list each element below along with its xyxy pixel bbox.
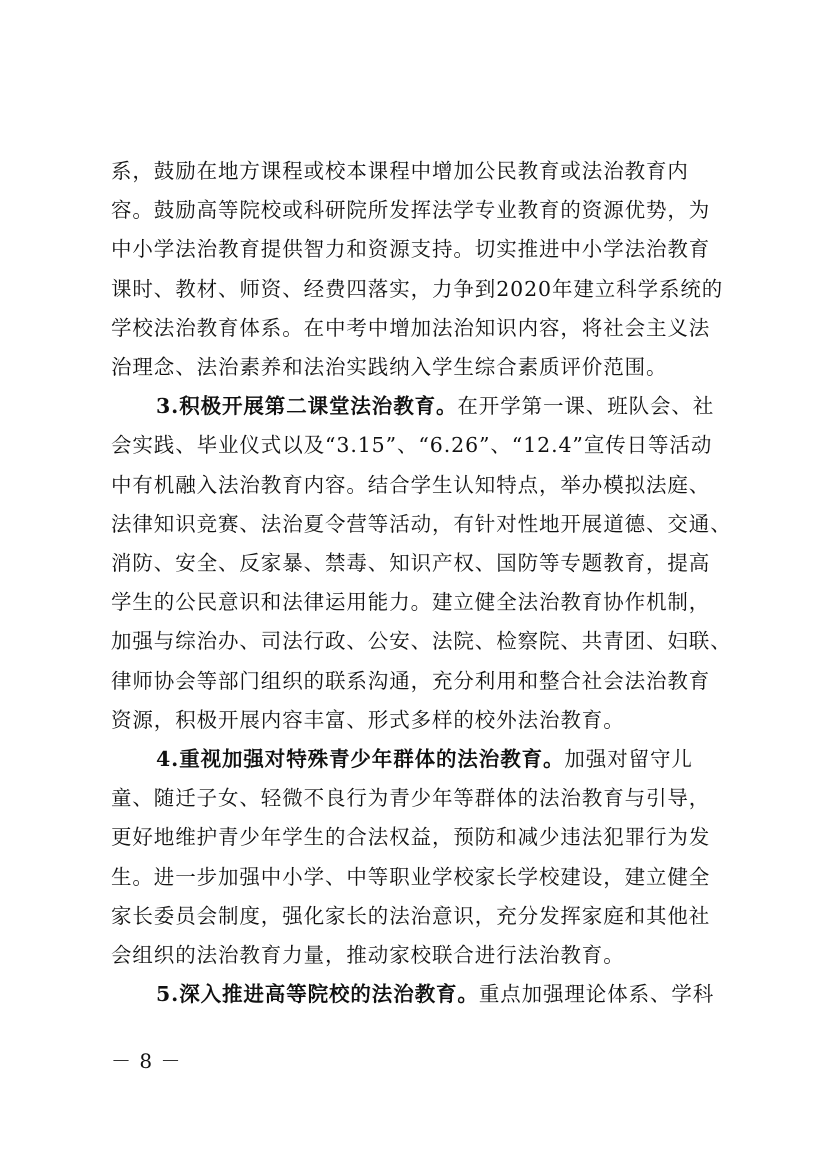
body-line: 童、随迁子女、轻微不良行为青少年等群体的法治教育与引导，: [111, 786, 711, 810]
body-line: 学生的公民意识和法律运用能力。建立健全法治教育协作机制，: [111, 590, 711, 614]
section-3-text: 在开学第一课、班队会、社: [457, 394, 715, 418]
body-line: 更好地维护青少年学生的合法权益，预防和减少违法犯罪行为发: [111, 825, 711, 849]
page-number: － 8 －: [111, 1049, 182, 1073]
section-3-first-line: [156, 393, 714, 419]
body-line: 律师协会等部门组织的联系沟通，充分利用和整合社会法治教育: [111, 669, 711, 693]
body-line: 会组织的法治教育力量，推动家校联合进行法治教育。: [111, 943, 625, 967]
body-line: 消防、安全、反家暴、禁毒、知识产权、国防等专题教育，提高: [111, 551, 711, 575]
section-4-heading: 4.重视加强对特殊青少年群体的法治教育。: [156, 747, 565, 771]
body-line: 法律知识竞赛、法治夏令营等活动，有针对性地开展道德、交通、: [111, 512, 732, 536]
body-line: 生。进一步加强中小学、中等职业学校家长学校建设，建立健全: [111, 865, 711, 889]
body-line: 治理念、法治素养和法治实践纳入学生综合素质评价范围。: [111, 355, 668, 379]
body-line: 加强与综治办、司法行政、公安、法院、检察院、共青团、妇联、: [111, 629, 732, 653]
body-line: 容。鼓励高等院校或科研院所发挥法学专业教育的资源优势，为: [111, 198, 711, 222]
section-4-first-line: [156, 746, 693, 772]
section-5-text: 重点加强理论体系、学科: [478, 982, 715, 1006]
body-line: 学校法治教育体系。在中考中增加法治知识内容，将社会主义法: [111, 316, 711, 340]
body-line: 家长委员会制度，强化家长的法治意识，充分发挥家庭和其他社: [111, 904, 711, 928]
body-line: 会实践、毕业仪式以及“3.15”、“6.26”、“12.4”宣传日等活动: [111, 433, 713, 457]
section-5-first-line: [156, 981, 714, 1007]
body-line: 中小学法治教育提供智力和资源支持。切实推进中小学法治教育: [111, 237, 711, 261]
section-3-heading: 3.积极开展第二课堂法治教育。: [156, 394, 458, 418]
section-4-text: 加强对留守儿: [564, 747, 693, 771]
body-line: 课时、教材、师资、经费四落实，力争到2020年建立科学系统的: [111, 277, 724, 301]
body-line: 资源，积极开展内容丰富、形式多样的校外法治教育。: [111, 708, 625, 732]
section-5-heading: 5.深入推进高等院校的法治教育。: [156, 982, 479, 1006]
body-line: 系，鼓励在地方课程或校本课程中增加公民教育或法治教育内: [111, 159, 689, 183]
body-line: 中有机融入法治教育内容。结合学生认知特点，举办模拟法庭、: [111, 473, 711, 497]
